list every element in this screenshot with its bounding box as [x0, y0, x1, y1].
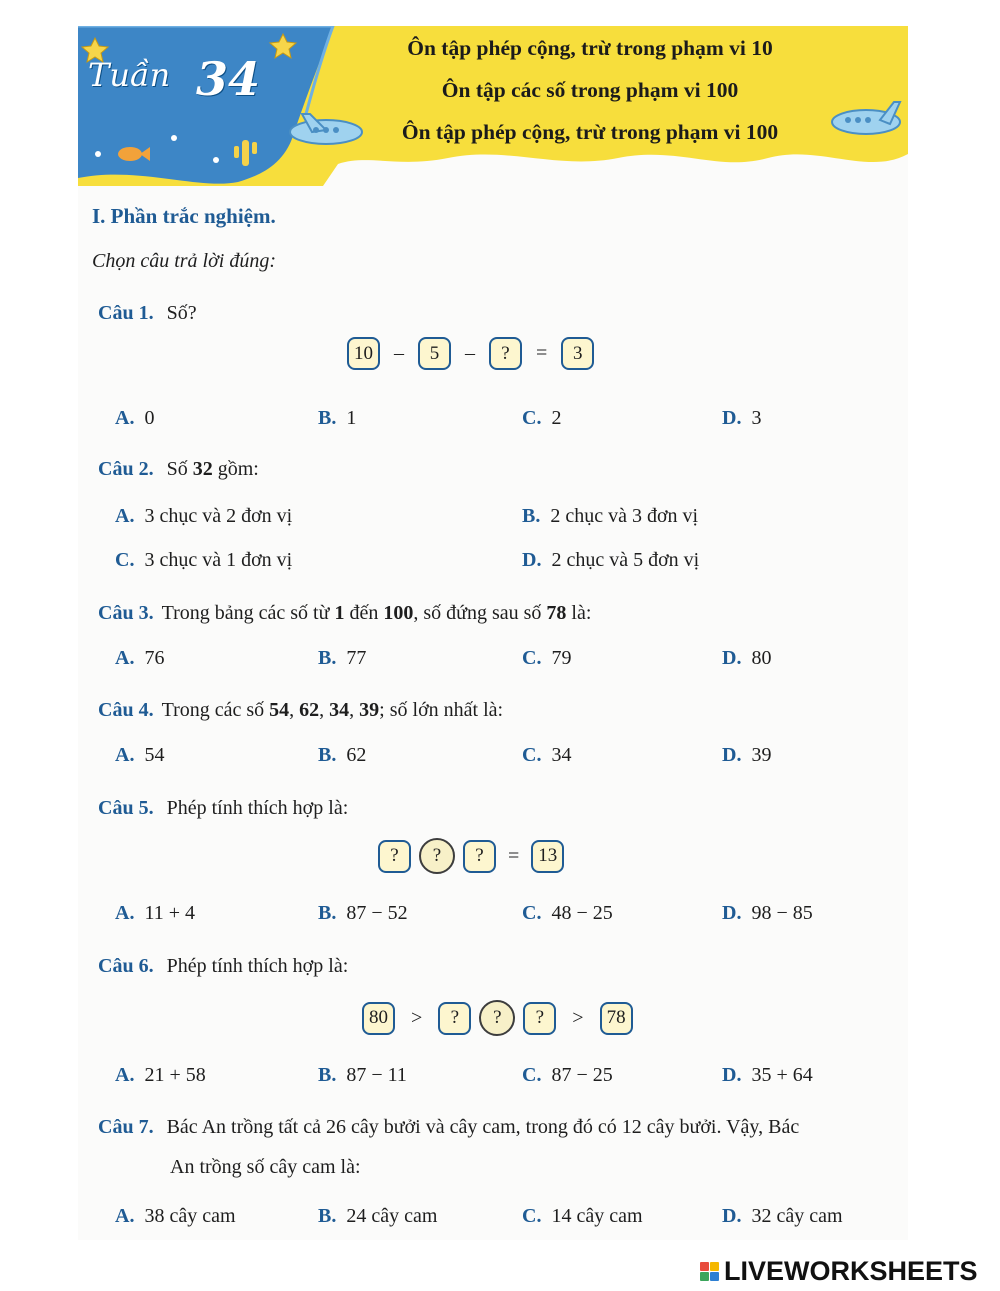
- operator: =: [508, 844, 520, 867]
- question-label: Câu 5.: [98, 797, 154, 819]
- question-number: 78: [546, 602, 567, 624]
- question-label: Câu 6.: [98, 955, 154, 977]
- option-letter: A.: [115, 505, 135, 527]
- option-letter: A.: [115, 1205, 135, 1227]
- q7-option-b[interactable]: [318, 1205, 437, 1228]
- number-box: 78: [600, 1002, 633, 1035]
- q5-option-c[interactable]: [522, 902, 613, 925]
- q4-option-a[interactable]: [115, 744, 164, 767]
- option-letter: D.: [522, 549, 542, 571]
- unknown-operator-circle[interactable]: ?: [419, 838, 455, 874]
- option-text: 0: [144, 407, 155, 429]
- q5-option-b[interactable]: [318, 902, 408, 925]
- q5-option-a[interactable]: [115, 902, 195, 925]
- q7-option-c[interactable]: [522, 1205, 643, 1228]
- option-text: 3 chục và 2 đơn vị: [144, 505, 293, 527]
- option-text: 87 − 11: [346, 1064, 407, 1086]
- option-text: 11 + 4: [144, 902, 195, 924]
- q7-option-d[interactable]: [722, 1205, 843, 1228]
- question-text: Bác An trồng tất cả 26 cây bưởi và cây cam, trong đó có 12 cây bưởi. Vậy, Bác: [166, 1116, 800, 1138]
- question-label: Câu 1.: [98, 302, 154, 324]
- option-text: 21 + 58: [144, 1064, 206, 1086]
- operator: –: [394, 342, 404, 364]
- question-3: [98, 602, 591, 625]
- option-letter: A.: [115, 744, 135, 766]
- banner-title-1: Ôn tập phép cộng, trừ trong phạm vi 10: [407, 36, 773, 60]
- q6-option-c[interactable]: [522, 1064, 613, 1087]
- option-text: 87 − 25: [551, 1064, 613, 1086]
- option-letter: B.: [318, 407, 337, 429]
- option-text: 32 cây cam: [751, 1205, 843, 1227]
- option-text: 2: [551, 407, 562, 429]
- option-text: 80: [751, 647, 772, 669]
- option-text: 62: [346, 744, 367, 766]
- operator: =: [536, 342, 548, 364]
- q6-equation: [362, 1000, 633, 1036]
- option-letter: D.: [722, 902, 742, 924]
- option-letter: D.: [722, 647, 742, 669]
- question-number: 62: [299, 699, 320, 721]
- q1-option-b[interactable]: [318, 407, 356, 430]
- question-text: đến: [349, 602, 379, 624]
- q3-option-b[interactable]: [318, 647, 366, 670]
- liveworksheets-logo[interactable]: [700, 1256, 978, 1286]
- option-text: 3: [751, 407, 762, 429]
- option-letter: D.: [722, 1064, 742, 1086]
- q2-option-d[interactable]: [522, 549, 699, 572]
- option-letter: A.: [115, 1064, 135, 1086]
- number-box: 13: [531, 840, 564, 873]
- option-text: 39: [751, 744, 772, 766]
- question-7-line2: An trồng số cây cam là:: [170, 1156, 361, 1178]
- question-text: Phép tính thích hợp là:: [166, 797, 349, 819]
- q4-option-b[interactable]: [318, 744, 366, 767]
- option-letter: C.: [115, 549, 135, 571]
- question-4: Câu 4. Trong các số 54, 62, 34, 39; số lớn nhất là:: [98, 699, 504, 721]
- q6-option-d[interactable]: [722, 1064, 813, 1087]
- question-text: Trong bảng các số từ: [161, 602, 330, 624]
- unknown-operator-circle[interactable]: ?: [479, 1000, 515, 1036]
- question-label: Câu 2.: [98, 458, 154, 480]
- q3-option-d[interactable]: [722, 647, 771, 670]
- number-box: 80: [362, 1002, 395, 1035]
- q1-option-a[interactable]: [115, 407, 154, 430]
- operator: >: [572, 1006, 584, 1029]
- question-number: 39: [359, 699, 380, 721]
- option-letter: B.: [522, 505, 541, 527]
- option-text: 54: [144, 744, 165, 766]
- option-letter: C.: [522, 1064, 542, 1086]
- option-text: 2 chục và 5 đơn vị: [551, 549, 700, 571]
- option-text: 87 − 52: [346, 902, 408, 924]
- banner-title-2: Ôn tập các số trong phạm vi 100: [441, 78, 739, 102]
- option-letter: B.: [318, 902, 337, 924]
- number-box: 10: [347, 337, 380, 370]
- q6-option-a[interactable]: [115, 1064, 206, 1087]
- option-text: 77: [346, 647, 367, 669]
- question-1: [98, 302, 197, 325]
- question-label: Câu 3.: [98, 602, 154, 624]
- q4-option-c[interactable]: [522, 744, 571, 767]
- q1-option-d[interactable]: [722, 407, 761, 430]
- q2-option-c[interactable]: [115, 549, 292, 572]
- option-text: 34: [551, 744, 572, 766]
- week-label: Tuần: [88, 56, 171, 94]
- q2-option-a[interactable]: [115, 505, 292, 528]
- option-letter: C.: [522, 744, 542, 766]
- option-text: 3 chục và 1 đơn vị: [144, 549, 293, 571]
- question-number: 1: [334, 602, 345, 624]
- question-label: Câu 7.: [98, 1116, 154, 1138]
- option-text: 14 cây cam: [551, 1205, 643, 1227]
- option-letter: A.: [115, 647, 135, 669]
- option-text: 35 + 64: [751, 1064, 813, 1086]
- q4-option-d[interactable]: [722, 744, 771, 767]
- question-text: Số?: [166, 302, 197, 324]
- unknown-box[interactable]: ?: [489, 337, 522, 370]
- option-letter: D.: [722, 744, 742, 766]
- number-box: 3: [561, 337, 594, 370]
- question-text: là:: [571, 602, 592, 624]
- question-text: ; số lớn nhất là:: [379, 699, 504, 721]
- logo-text: LIVEWORKSHEETS: [724, 1255, 978, 1286]
- q1-equation: [347, 337, 594, 370]
- question-6: [98, 955, 348, 978]
- question-number: 32: [192, 458, 213, 480]
- option-letter: A.: [115, 902, 135, 924]
- unknown-box[interactable]: ?: [463, 840, 496, 873]
- option-letter: B.: [318, 1205, 337, 1227]
- q6-option-b[interactable]: [318, 1064, 407, 1087]
- option-letter: D.: [722, 407, 742, 429]
- option-letter: C.: [522, 902, 542, 924]
- option-letter: C.: [522, 407, 542, 429]
- option-letter: C.: [522, 647, 542, 669]
- number-box: 5: [418, 337, 451, 370]
- operator: –: [465, 342, 475, 364]
- option-text: 79: [551, 647, 572, 669]
- question-text: Phép tính thích hợp là:: [166, 955, 349, 977]
- option-text: 76: [144, 647, 165, 669]
- q5-option-d[interactable]: [722, 902, 813, 925]
- option-text: 1: [346, 407, 357, 429]
- section-title: I. Phần trắc nghiệm.: [92, 204, 276, 228]
- option-text: 2 chục và 3 đơn vị: [550, 505, 699, 527]
- option-text: 48 − 25: [551, 902, 613, 924]
- question-7: [98, 1116, 898, 1139]
- question-text: , số đứng sau số: [413, 602, 542, 624]
- option-letter: B.: [318, 647, 337, 669]
- option-letter: A.: [115, 407, 135, 429]
- option-letter: B.: [318, 744, 337, 766]
- unknown-box[interactable]: ?: [523, 1002, 556, 1035]
- unknown-box[interactable]: ?: [378, 840, 411, 873]
- operator: >: [411, 1006, 423, 1029]
- question-text: Số: [166, 458, 188, 480]
- logo-grid-icon: [700, 1262, 719, 1281]
- question-2: [98, 458, 259, 481]
- q3-option-a[interactable]: [115, 647, 164, 670]
- option-letter: B.: [318, 1064, 337, 1086]
- instruction: Chọn câu trả lời đúng:: [92, 250, 277, 272]
- week-number: 34: [196, 52, 261, 106]
- unknown-box[interactable]: ?: [438, 1002, 471, 1035]
- q2-option-b[interactable]: [522, 505, 698, 528]
- question-text: Trong các số: [161, 699, 265, 721]
- q7-option-a[interactable]: [115, 1205, 236, 1228]
- question-5: [98, 797, 348, 820]
- q5-equation: [378, 838, 564, 874]
- question-label: Câu 4.: [98, 699, 154, 721]
- question-text: gồm:: [217, 458, 259, 480]
- option-text: 38 cây cam: [144, 1205, 236, 1227]
- option-letter: D.: [722, 1205, 742, 1227]
- q1-option-c[interactable]: [522, 407, 561, 430]
- question-number: 54: [269, 699, 290, 721]
- q3-option-c[interactable]: [522, 647, 571, 670]
- option-letter: C.: [522, 1205, 542, 1227]
- option-text: 24 cây cam: [346, 1205, 438, 1227]
- question-number: 100: [383, 602, 414, 624]
- option-text: 98 − 85: [751, 902, 813, 924]
- banner-title-3: Ôn tập phép cộng, trừ trong phạm vi 100: [401, 120, 779, 144]
- question-number: 34: [329, 699, 350, 721]
